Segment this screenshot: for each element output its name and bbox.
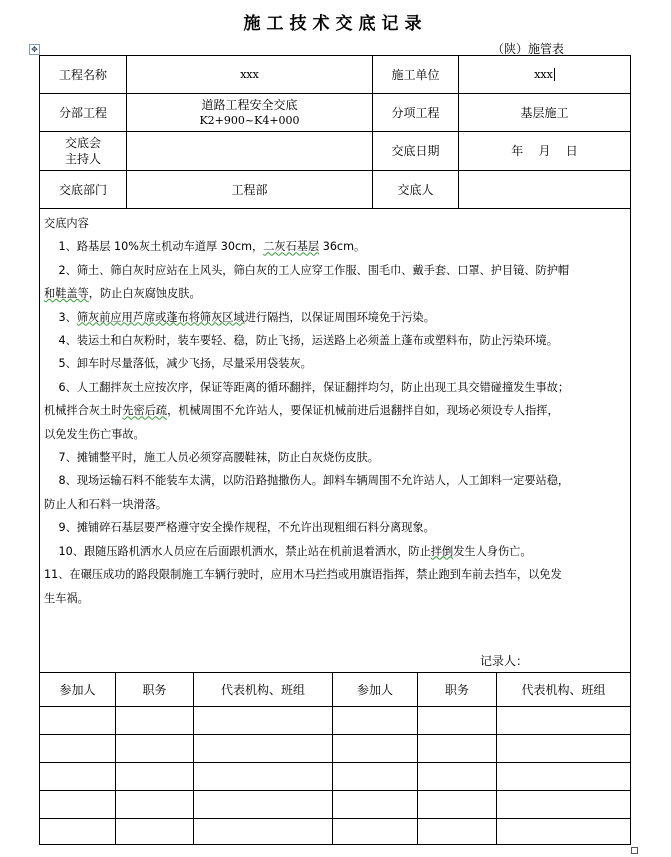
construction-unit-field[interactable] (459, 56, 630, 93)
content-heading: 交底内容 (44, 217, 89, 230)
department-value[interactable]: 工程部 (231, 182, 268, 197)
content-line (44, 329, 626, 352)
content-text: ，防止白灰腐蚀皮肤。 (88, 287, 201, 301)
content-text: 36cm。 (319, 240, 366, 254)
grammar-underlined-text: 拌倒 (430, 544, 454, 558)
participant-header: 参加人 (59, 682, 96, 697)
date-value[interactable]: 年 月 日 (511, 144, 578, 158)
content-line (44, 516, 626, 539)
grammar-underlined-text: 和鞋盖等 (44, 287, 89, 301)
content-text: 1、路基层 10%灰土机动车道厚 30cm， (58, 240, 264, 254)
row-divider (40, 790, 630, 791)
content-text: 发生人身伤亡。 (453, 544, 532, 558)
content-line (44, 259, 626, 282)
content-line (44, 399, 626, 422)
grammar-underlined-text: 二灰石基层 (263, 240, 320, 254)
row-divider (40, 706, 630, 707)
item-project-label: 分项工程 (391, 105, 440, 120)
content-line (44, 235, 626, 258)
table-move-handle-icon[interactable]: ✥ (29, 44, 40, 55)
grammar-underlined-text: 筛灰前应用芦席或蓬布将筛灰区域 (76, 310, 245, 324)
host-label-line1: 交底会 (64, 136, 101, 150)
content-text: 11、在碾压成功的路段限制施工车辆行驶时，应用木马拦挡或用旗语指挥，禁止跑到车前去挡车，以免发 (44, 568, 562, 582)
content-line (44, 493, 626, 516)
row-divider (40, 208, 630, 209)
content-text: 10、跟随压路机洒水人员应在后面跟机洒水，禁止站在机前退着洒水，防止 (58, 544, 431, 558)
content-line (44, 563, 626, 586)
row-divider (40, 818, 630, 819)
content-text: 6、人工翻拌灰土应按次序，保证等距离的循环翻拌，保证翻拌均匀，防止出现工具交错碰撞发生事故； (58, 380, 570, 394)
content-text: 机械拌合灰土时 (44, 404, 123, 418)
content-text: 以免发生伤亡事故。 (44, 427, 145, 441)
sub-project-title: 道路工程安全交底 (201, 97, 298, 112)
date-label: 交底日期 (391, 144, 440, 158)
sub-project-range: K2+900~K4+000 (199, 113, 300, 127)
construction-unit-value: xxx (534, 67, 553, 81)
item-project-value[interactable]: 基层施工 (520, 105, 569, 120)
content-line (44, 306, 626, 329)
grammar-underlined-text: 先密后疏 (122, 404, 168, 418)
organization-header: 代表机构、班组 (220, 682, 305, 697)
row-divider (40, 762, 630, 763)
content-text: 防止人和石料一块滑落。 (44, 497, 168, 511)
content-text: 8、现场运输石料不能装车太满，以防沿路抛撒伤人。卸料车辆周围不允许站人，人工卸料一定要站稳， (58, 474, 570, 488)
text-cursor (554, 68, 555, 81)
participant-header: 参加人 (356, 682, 393, 697)
host-label (40, 132, 126, 170)
content-text: 3、 (58, 310, 77, 324)
content-items (44, 235, 626, 610)
disclosure-content[interactable] (44, 212, 626, 610)
construction-unit-label: 施工单位 (391, 67, 440, 82)
content-line (44, 282, 626, 305)
document-title: 施工技术交底记录 (243, 14, 428, 34)
disclosure-table (39, 55, 631, 845)
content-line (44, 540, 626, 563)
content-text: 4、装运土和白灰粉时，装车要轻、稳，防止飞扬，运送路上必须盖上蓬布或塑料布，防止污染环境。 (58, 334, 558, 348)
sub-project-label: 分部工程 (58, 105, 107, 120)
recorder-label: 记录人： (480, 654, 529, 668)
position-header: 职务 (142, 682, 167, 697)
content-line (44, 352, 626, 375)
table-resize-handle[interactable] (631, 847, 638, 854)
discloser-value[interactable] (459, 171, 630, 208)
content-text: 7、摊铺整平时，施工人员必须穿高腰鞋袜，防止白灰烧伤皮肤。 (58, 451, 379, 465)
discloser-label: 交底人 (397, 182, 434, 197)
department-label: 交底部门 (58, 182, 107, 197)
sub-project-value[interactable] (127, 94, 372, 131)
content-line (44, 446, 626, 469)
content-line (44, 376, 626, 399)
content-text: 生车祸。 (44, 591, 89, 605)
host-value[interactable] (127, 132, 372, 170)
content-text: 9、摊铺碎石基层要严格遵守安全操作规程，不允许出现粗细石料分离现象。 (58, 521, 435, 535)
project-name-value[interactable]: xxx (240, 67, 259, 81)
content-text: 5、卸车时尽量落低，减少飞扬，尽量采用袋装灰。 (58, 357, 312, 371)
position-header: 职务 (444, 682, 469, 697)
content-line (44, 469, 626, 492)
form-number: （陕）施管表 (492, 42, 565, 56)
host-label-line2: 主持人 (64, 152, 101, 166)
organization-header: 代表机构、班组 (521, 682, 606, 697)
content-line (44, 423, 626, 446)
project-name-label: 工程名称 (58, 67, 107, 82)
content-line (44, 587, 626, 610)
content-text: ，机械周围不允许站人，要保证机械前进后退翻拌自如，现场必须设专人指挥， (167, 404, 559, 418)
row-divider (40, 734, 630, 735)
content-text: 2、筛土、筛白灰时应站在上风头，筛白灰的工人应穿工作服、围毛巾、戴手套、口罩、护目镜、防护帽 (58, 263, 570, 277)
content-text: 进行隔挡，以保证周围环境免于污染。 (244, 310, 435, 324)
